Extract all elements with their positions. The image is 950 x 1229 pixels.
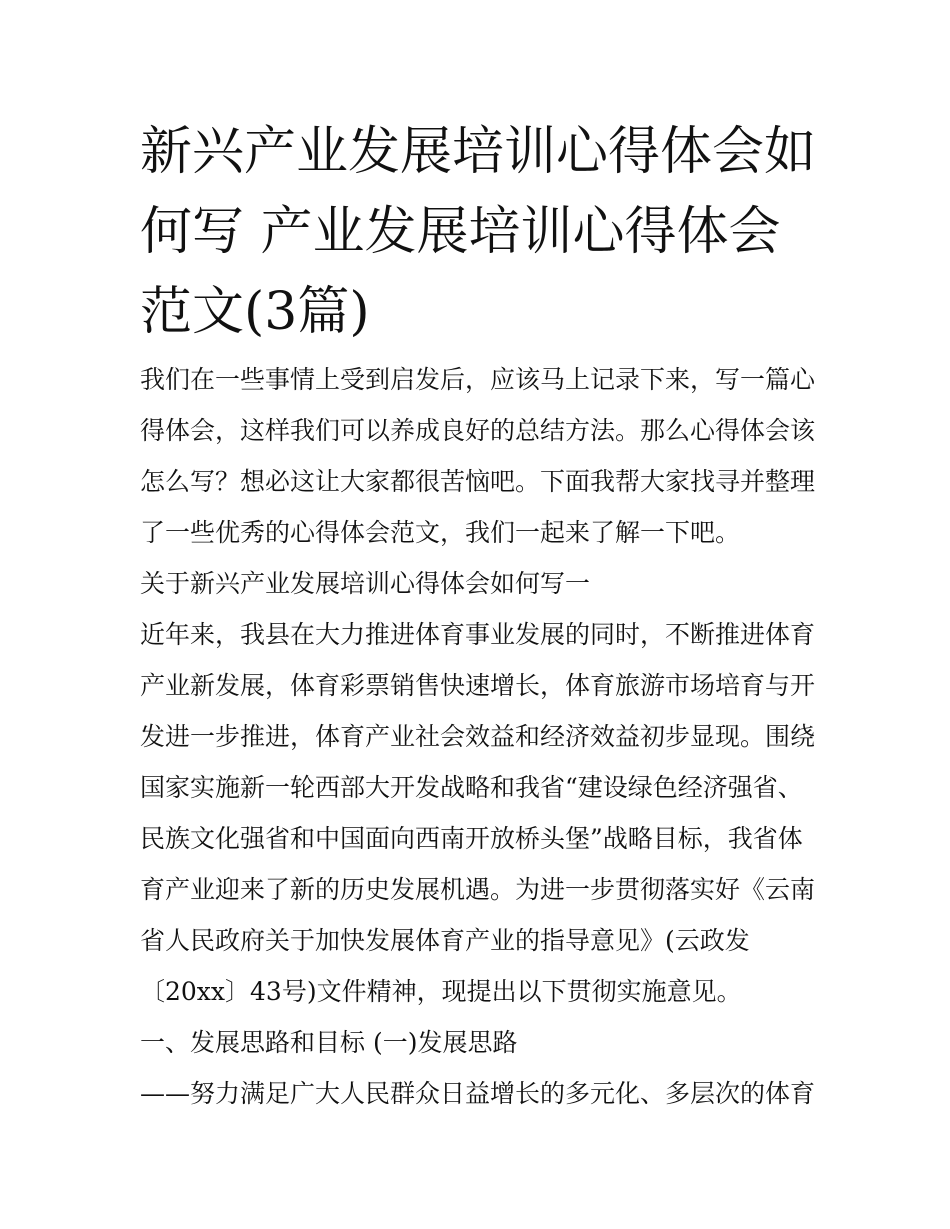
intro-paragraph: 我们在一些事情上受到启发后，应该马上记录下来，写一篇心得体会，这样我们可以养成良好的总结方法。那么心得体会该怎么写？想必这让大家都很苦恼吧。下面我帮大家找寻并整理了一些优秀的心得体会范文，我们一起来了解一下吧。	[140, 365, 816, 547]
subsection-heading: 一、发展思路和目标 (一)发展思路	[140, 1028, 518, 1057]
body-paragraph: 近年来，我县在大力推进体育事业发展的同时，不断推进体育产业新发展，体育彩票销售快速增长，体育旅游市场培育与开发进一步推进，体育产业社会效益和经济效益初步显现。围绕国家实施新一轮西部大开发战略和我省“建设绿色经济强省、民族文化强省和中国面向西南开放桥头堡”战略目标，我省体育产业迎来了新的历史发展机遇。为进一步贯彻落实好《云南省人民政府关于加快发展体育产业的指导意见》(云政发〔20xx〕43号)文件精神，现提出以下贯彻实施意见。	[140, 620, 816, 1006]
document-body	[140, 354, 820, 1119]
document-title: 新兴产业发展培训心得体会如何写 产业发展培训心得体会范文(3篇)	[140, 122, 817, 342]
body-paragraph-partial: ——努力满足广大人民群众日益增长的多元化、多层次的体育	[140, 1079, 816, 1108]
section-heading: 关于新兴产业发展培训心得体会如何写一	[140, 569, 591, 598]
